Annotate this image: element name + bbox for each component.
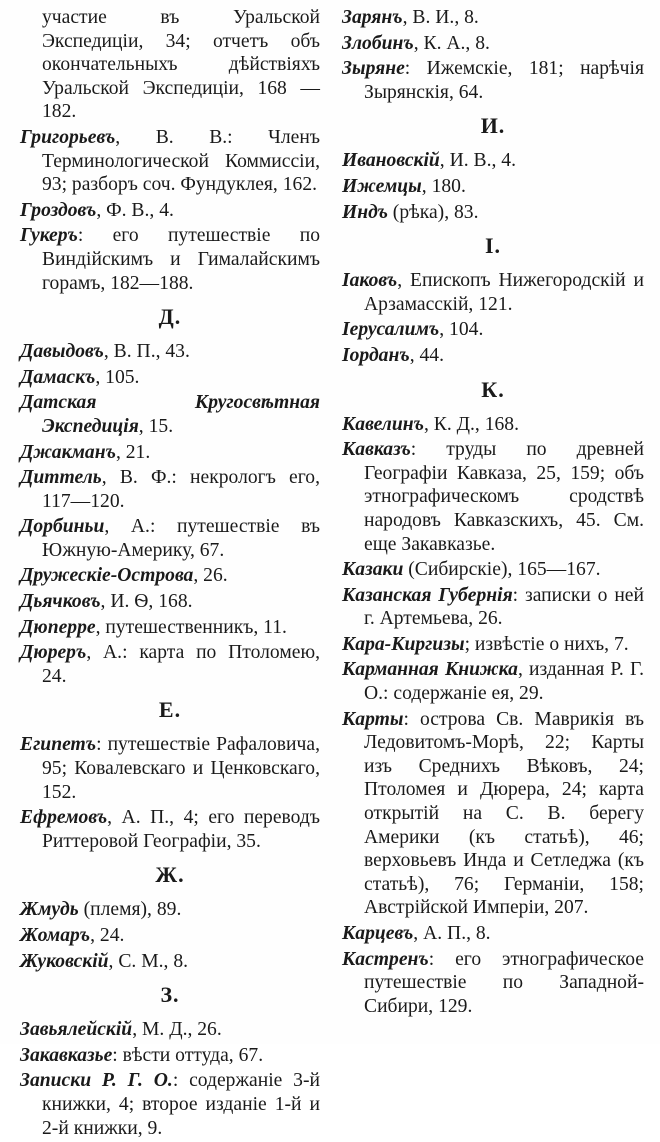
- index-entry: [20, 898, 320, 922]
- entry-headword: Карцевъ: [342, 923, 414, 944]
- index-entry: [20, 126, 320, 197]
- entry-text: , В. И., 8.: [402, 7, 479, 28]
- entry-text: (Сибирскіе), 165—167.: [403, 559, 601, 581]
- entry-text: , К. А., 8.: [413, 32, 490, 54]
- index-entry: [342, 175, 644, 199]
- entry-headword: Гукеръ: [20, 225, 78, 247]
- index-entry: [20, 641, 320, 688]
- index-entry: [20, 1018, 320, 1042]
- section-letter-i-decimal: І.: [484, 233, 502, 259]
- entry-text: : путешествіе Рафаловича, 95; Ковалевскаго и Ценковскаго, 152.: [42, 734, 320, 803]
- index-entry: [20, 224, 320, 295]
- entry-text: , И. В., 4.: [439, 150, 517, 172]
- index-entry: [342, 6, 644, 30]
- entry-headword: Дружескіе-Острова: [20, 565, 194, 587]
- index-entry: [20, 515, 320, 562]
- entry-text: , В. П., 43.: [103, 341, 190, 363]
- entry-text: , В. В.: Членъ Терминологической Коммиссіи, 93; разборъ соч. Фундуклея, 162.: [42, 126, 320, 196]
- entry-headword: Индъ: [342, 201, 388, 223]
- entry-headword: Гроздовъ: [20, 199, 97, 221]
- index-entry: [20, 1069, 320, 1140]
- entry-headword: Іаковъ: [342, 270, 398, 292]
- entry-text: , 26.: [193, 565, 228, 587]
- entry-text: , С. М., 8.: [108, 950, 189, 972]
- entry-headword: Кастренъ: [342, 948, 429, 970]
- index-entry: [20, 466, 320, 513]
- entry-headword: Кавказъ: [342, 439, 411, 461]
- entry-headword: Кара-Киргизы: [342, 633, 465, 655]
- entry-headword: Дамаскъ: [20, 366, 96, 388]
- index-entry: [342, 584, 644, 631]
- entry-headword: Ивановскій: [342, 150, 440, 172]
- entry-text: , путешественникъ, 11.: [95, 616, 287, 638]
- entry-headword: Датская Кругосвѣтная Экспедиція: [20, 392, 320, 437]
- entry-headword: Дюперре: [20, 616, 96, 638]
- entry-text: : содержаніе 3-й книжки, 4; второе изданіе 1-й и 2-й книжки, 9.: [42, 1070, 320, 1139]
- index-entry: [342, 413, 644, 437]
- entry-headword: Зыряне: [342, 58, 405, 80]
- index-entry: [342, 922, 644, 946]
- entry-headword: Зарянъ: [342, 7, 403, 28]
- continued-entry: участие въ Уральской Экспедиціи, 34; отчетъ объ окончательныхъ дѣйствіяхъ Уральской Экспедиціи, 168 — 182.: [42, 7, 320, 123]
- entry-headword: Злобинъ: [342, 32, 414, 54]
- entry-text: , 105.: [95, 366, 140, 388]
- entry-text: , изданная Р. Г. О.: содержаніе ея, 29.: [364, 659, 644, 705]
- entry-text: : его этнографическое путешествіе по Западной-Сибири, 129.: [364, 948, 644, 1017]
- index-entry: [20, 564, 320, 588]
- index-entry: [342, 708, 644, 920]
- section-letter-e: Е.: [158, 697, 182, 723]
- entry-text: , А. П., 4; его переводъ Риттеровой Географіи, 35.: [42, 807, 320, 852]
- right-column: [342, 6, 644, 1020]
- entry-text: (племя), 89.: [78, 899, 182, 921]
- entry-headword: Закавказье: [20, 1044, 113, 1066]
- entry-headword: Дюреръ: [20, 642, 87, 664]
- entry-text: , 21.: [115, 441, 151, 463]
- entry-headword: Джакманъ: [20, 441, 116, 463]
- entry-headword: Жомаръ: [20, 925, 91, 946]
- entry-text: , В. Ф.: некрологъ его, 117—120.: [42, 467, 320, 512]
- index-entry: [342, 149, 644, 173]
- entry-headword: Іерусалимъ: [342, 319, 440, 341]
- entry-text: (рѣка), 83.: [387, 201, 479, 223]
- section-letter-d: Д.: [158, 304, 182, 330]
- entry-text: , И. Ѳ, 168.: [100, 591, 193, 613]
- entry-text: , А. П., 8.: [413, 923, 491, 944]
- index-entry: [342, 269, 644, 316]
- section-letter-zh: Ж.: [155, 862, 185, 888]
- section-letter-k: К.: [481, 376, 505, 402]
- index-entry: [20, 806, 320, 853]
- entry-text: , Ф. В., 4.: [96, 199, 174, 221]
- index-entry: [342, 633, 644, 657]
- index-entry: [342, 558, 644, 582]
- entry-text: , 44.: [409, 344, 444, 366]
- index-entry: [342, 57, 644, 104]
- index-entry: [342, 201, 644, 225]
- index-entry: [20, 1044, 320, 1068]
- entry-text: , А.: карта по Птоломею, 24.: [42, 642, 320, 687]
- entry-headword: Григорьевъ: [20, 126, 116, 148]
- entry-headword: Жмудь: [20, 899, 79, 921]
- index-entry: [20, 199, 320, 223]
- entry-headword: Іорданъ: [342, 344, 410, 366]
- index-entry: [20, 590, 320, 614]
- entry-text: , 24.: [90, 925, 125, 946]
- index-entry: [342, 438, 644, 556]
- entry-text: ; извѣстіе о нихъ, 7.: [464, 633, 629, 655]
- entry-text: , Епископъ Нижегородскій и Арзамасскій, 121.: [364, 270, 644, 315]
- section-letter-i: И.: [480, 113, 506, 139]
- entry-headword: Дьячковъ: [20, 591, 101, 613]
- entry-headword: Ижемцы: [342, 175, 422, 197]
- entry-text: , А.: путешествіе въ Южную-Америку, 67.: [42, 516, 320, 561]
- entry-text: , М. Д., 26.: [132, 1019, 222, 1041]
- entry-headword: Карманная Книжка: [342, 659, 518, 681]
- index-entry: [20, 950, 320, 974]
- section-letter-z: З.: [160, 982, 180, 1008]
- index-entry: [20, 366, 320, 390]
- index-entry: [342, 948, 644, 1019]
- entry-headword: Кавелинъ: [342, 413, 424, 435]
- index-entry: [20, 616, 320, 640]
- entry-text: , 180.: [421, 175, 466, 197]
- entry-headword: Жуковскій: [20, 950, 109, 972]
- entry-text: , К. Д., 168.: [423, 413, 519, 435]
- index-entry: [20, 733, 320, 804]
- entry-text: , 15.: [138, 415, 174, 437]
- index-entry: [20, 441, 320, 465]
- index-entry: [342, 658, 644, 705]
- index-entry: [20, 340, 320, 364]
- entry-text: : вѣсти оттуда, 67.: [112, 1044, 264, 1066]
- index-entry: [342, 32, 644, 56]
- entry-headword: Карты: [342, 708, 404, 730]
- entry-text: : острова Св. Маврикія въ Ледовитомъ-Морѣ, 22; Карты изъ Среднихъ Вѣковъ, 24; Птоломея и Дюрера, 24; карта открытій на С. В. берегу Америки (къ статьѣ), 46; верховьевъ Инда и Сетледжа (къ статьѣ), 76; Германіи, 158; Австрійской Имперіи, 207.: [364, 708, 644, 919]
- entry-headword: Ефремовъ: [20, 807, 108, 829]
- entry-headword: Казаки: [342, 559, 404, 581]
- entry-headword: Диттель: [20, 467, 102, 489]
- entry-headword: Дорбиньи: [20, 516, 105, 538]
- entry-headword: Казанская Губернія: [342, 584, 513, 606]
- entry-headword: Египетъ: [20, 734, 97, 756]
- index-entry: [342, 344, 644, 368]
- entry-text: : его путешествіе по Виндійскимъ и Гималайскимъ горамъ, 182—188.: [42, 225, 320, 294]
- entry-headword: Давыдовъ: [20, 341, 104, 363]
- entry-text: , 104.: [439, 319, 484, 341]
- entry-headword: Записки Р. Г. О.: [20, 1070, 173, 1092]
- index-entry: [20, 924, 320, 948]
- entry-text: : труды по древней Географіи Кавказа, 25, 159; объ этнографическомъ сродствѣ народовъ Кавказскихъ, 45. См. еще Закавказье.: [364, 439, 644, 555]
- index-entry: [342, 318, 644, 342]
- entry-text: : записки о ней г. Артемьева, 26.: [364, 584, 644, 630]
- left-column: [20, 6, 320, 1142]
- entry-text: : Ижемскіе, 181; нарѣчія Зырянскія, 64.: [364, 58, 644, 103]
- entry-headword: Завьялейскій: [20, 1019, 133, 1041]
- index-entry: [20, 391, 320, 438]
